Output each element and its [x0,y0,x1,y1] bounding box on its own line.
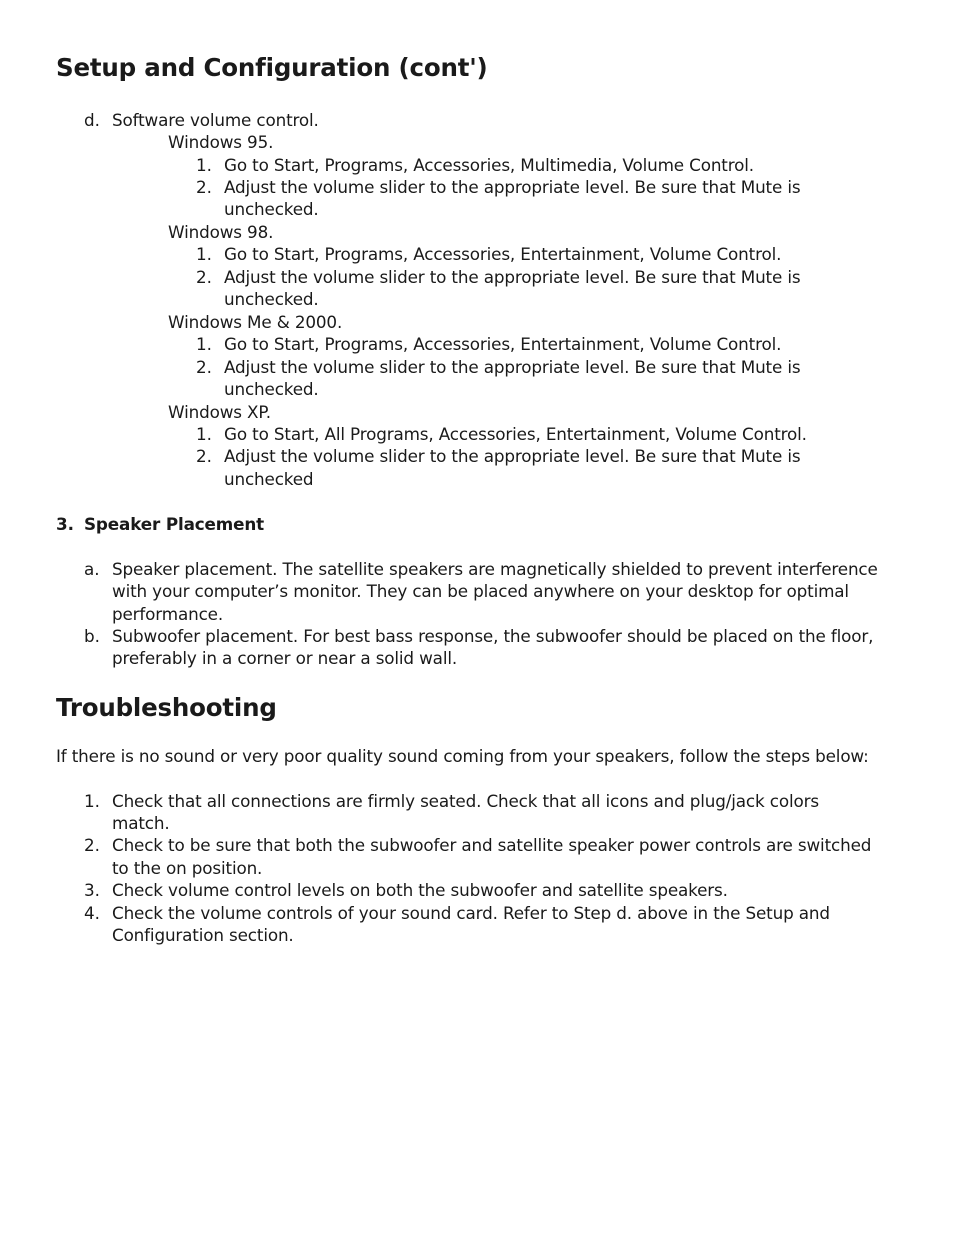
os-heading-winxp: Windows XP. [168,402,271,422]
placement-a-line-3: performance. [112,604,224,624]
win98-step-1-num: 1. [196,244,213,264]
section-3-number: 3. [56,514,75,534]
step-d-label: Software volume control. [112,110,319,130]
win95-step-2-num: 2. [196,177,213,197]
win95-step-2-text: Adjust the volume slider to the appropriate level. Be sure that Mute is [224,177,801,197]
winme-step-1-num: 1. [196,334,213,354]
winme-step-2-text-cont: unchecked. [224,379,319,399]
trouble-step-4-line-1: Check the volume controls of your sound card. Refer to Step d. above in the Setup and [112,903,830,923]
trouble-step-4-num: 4. [84,903,101,923]
placement-a-line-2: with your computer’s monitor. They can be placed anywhere on your desktop for optimal [112,581,849,601]
winme-step-2-num: 2. [196,357,213,377]
trouble-step-2-line-2: to the on position. [112,858,263,878]
winxp-step-2-text-cont: unchecked [224,469,314,489]
troubleshooting-intro: If there is no sound or very poor quality sound coming from your speakers, follow the steps below: [56,746,869,766]
winxp-step-1-num: 1. [196,424,213,444]
troubleshooting-title: Troubleshooting [56,693,277,722]
os-heading-winme2000: Windows Me & 2000. [168,312,343,332]
winme-step-1-text: Go to Start, Programs, Accessories, Entertainment, Volume Control. [224,334,782,354]
winxp-step-2-text: Adjust the volume slider to the appropriate level. Be sure that Mute is [224,446,801,466]
win98-step-2-num: 2. [196,267,213,287]
os-heading-win98: Windows 98. [168,222,274,242]
placement-a-line-1: Speaker placement. The satellite speakers are magnetically shielded to prevent interference [112,559,878,579]
winxp-step-1-text: Go to Start, All Programs, Accessories, Entertainment, Volume Control. [224,424,807,444]
trouble-step-2-num: 2. [84,835,101,855]
speaker-placement-heading: Speaker Placement [84,514,265,534]
os-heading-win95: Windows 95. [168,132,274,152]
trouble-step-4-line-2: Configuration section. [112,925,294,945]
placement-b-line-1: Subwoofer placement. For best bass response, the subwoofer should be placed on the floor, [112,626,874,646]
setup-title: Setup and Configuration (cont') [56,53,488,82]
step-d-marker: d. [84,110,100,130]
win98-step-1-text: Go to Start, Programs, Accessories, Entertainment, Volume Control. [224,244,782,264]
trouble-step-1-line-2: match. [112,813,170,833]
win95-step-1-text: Go to Start, Programs, Accessories, Multimedia, Volume Control. [224,155,754,175]
win98-step-2-text: Adjust the volume slider to the appropriate level. Be sure that Mute is [224,267,801,287]
win98-step-2-text-cont: unchecked. [224,289,319,309]
placement-b-marker: b. [84,626,100,646]
trouble-step-3-line-1: Check volume control levels on both the subwoofer and satellite speakers. [112,880,728,900]
winxp-step-2-num: 2. [196,446,213,466]
trouble-step-2-line-1: Check to be sure that both the subwoofer and satellite speaker power controls are switched [112,835,872,855]
trouble-step-3-num: 3. [84,880,101,900]
trouble-step-1-num: 1. [84,791,101,811]
trouble-step-1-line-1: Check that all connections are firmly seated. Check that all icons and plug/jack colors [112,791,819,811]
placement-b-line-2: preferably in a corner or near a solid wall. [112,648,458,668]
win95-step-2-text-cont: unchecked. [224,199,319,219]
placement-a-marker: a. [84,559,100,579]
winme-step-2-text: Adjust the volume slider to the appropriate level. Be sure that Mute is [224,357,801,377]
win95-step-1-num: 1. [196,155,213,175]
